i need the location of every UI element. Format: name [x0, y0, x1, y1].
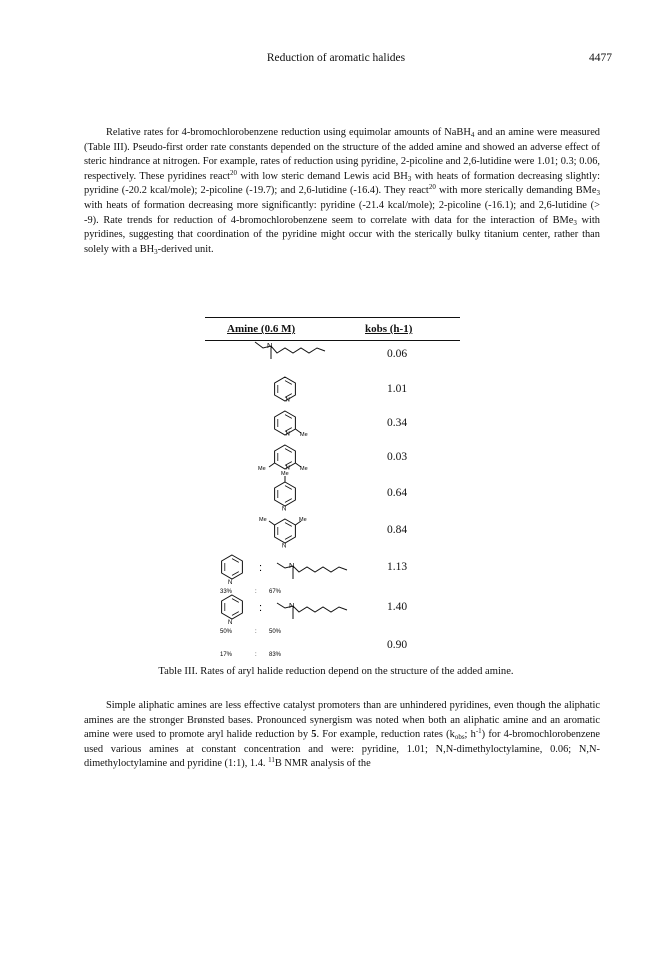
svg-text:N: N [282, 543, 287, 550]
ratio-pyridine: 17% [220, 652, 233, 658]
running-title: Reduction of aromatic halides [266, 52, 406, 64]
page-number: 4477 [589, 52, 612, 64]
kobs-value: 1.40 [387, 601, 408, 613]
paragraph-text: Simple aliphatic amines are less effective catalyst promoters than are unhindered pyridines, even though the aliphatic amines are the stronger Brønsted bases. Pronounced synergism was noted when both an aliphatic amine and an aromatic amine were used to promote aryl halide reduction by 5. For example, reduction rates ($k_{obs}$; $h^{-1}$) for 4-bromochlorobenzene used various amines at constant concentration and were: pyridine, 1.01; N,N-dimethyloctylamine, 0.06; N,N-dimethyloctylamine and pyridine (1:1), 1.4. $^{11}$B NMR analysis of the [84, 700, 601, 770]
svg-text:N: N [228, 620, 233, 626]
svg-text:N: N [289, 601, 295, 610]
nitrogen-label: N [267, 341, 273, 350]
svg-text:Me: Me [281, 471, 289, 477]
svg-text:Me: Me [258, 466, 266, 472]
svg-text::: : [255, 652, 257, 658]
svg-text:Me: Me [300, 432, 308, 438]
paragraph-synergism [84, 699, 600, 803]
paragraph-text: Relative rates for 4-bromochlorobenzene reduction using equimolar amounts of NaBH$_4$ and an amine were measured (Table III). Pseudo-first order rate constants depended on the structure of the added amine and showed an adverse effect of steric hindrance at nitrogen. For example, rates of reduction using pyridine, 2-picoline and 2,6-lutidine were 1.01; 0.3; 0.06, respectively. These pyridines react$^{20}$ with low steric demand Lewis acid $BH_3$ with heats of formation decreasing slightly: pyridine (-20.2 kcal/mole); 2-picoline (-19.7); and 2,6-lutidine (-16.4). They react$^{20}$ with more sterically demanding BMe$_3$ with heats of formation decreasing more significantly: pyridine (-21.4 kcal/mole); 2-picoline (-16.1); and 2,6-lutidine (> -9). Rate trends for reduction of 4-bromochlorobenzene seem to correlate with data for the interaction of BMe$_3$ with pyridines, suggesting that coordination of the pyridine might occur with the sterically bulky titanium center, rather than solely with a $BH_3$-derived unit. [84, 127, 601, 256]
kobs-value: 0.90 [387, 639, 408, 651]
table-caption: Table III. Rates of aryl halide reduction depend on the structure of the added amine. [158, 666, 514, 677]
kobs-value: 0.84 [387, 524, 408, 536]
column-header-kobs: kobs (h-1) [365, 323, 413, 335]
structure-mixture-17-83-drawing [205, 317, 460, 655]
svg-text:N: N [285, 465, 290, 472]
kobs-value: 0.34 [387, 417, 408, 429]
kobs-value: 0.03 [387, 451, 408, 463]
svg-text:50%: 50% [220, 629, 233, 635]
svg-text:Me: Me [299, 517, 307, 523]
kobs-value: 0.06 [387, 348, 408, 360]
svg-text:50%: 50% [269, 629, 282, 635]
svg-text:N: N [289, 561, 295, 570]
svg-text:N: N [282, 506, 287, 513]
svg-text::: : [259, 602, 263, 614]
kobs-value: 0.64 [387, 487, 408, 499]
svg-text:N: N [228, 580, 233, 586]
svg-text:67%: 67% [269, 589, 282, 595]
kobs-value: 1.01 [387, 383, 408, 395]
paragraph-relative-rates [84, 126, 600, 304]
running-header [0, 52, 672, 68]
column-header-amine: Amine (0.6 M) [227, 323, 296, 335]
kobs-value: 1.13 [387, 561, 408, 573]
svg-text:N: N [285, 431, 290, 438]
svg-text:N: N [285, 397, 290, 404]
structure-mixture-17-83-row [205, 637, 365, 659]
table-iii [205, 317, 460, 655]
svg-text::: : [255, 589, 257, 595]
svg-text:Me: Me [300, 466, 308, 472]
svg-text:Me: Me [259, 517, 267, 523]
svg-text::: : [259, 562, 263, 574]
svg-text::: : [255, 629, 257, 635]
svg-text:33%: 33% [220, 589, 233, 595]
ratio-amine: 83% [269, 652, 282, 658]
